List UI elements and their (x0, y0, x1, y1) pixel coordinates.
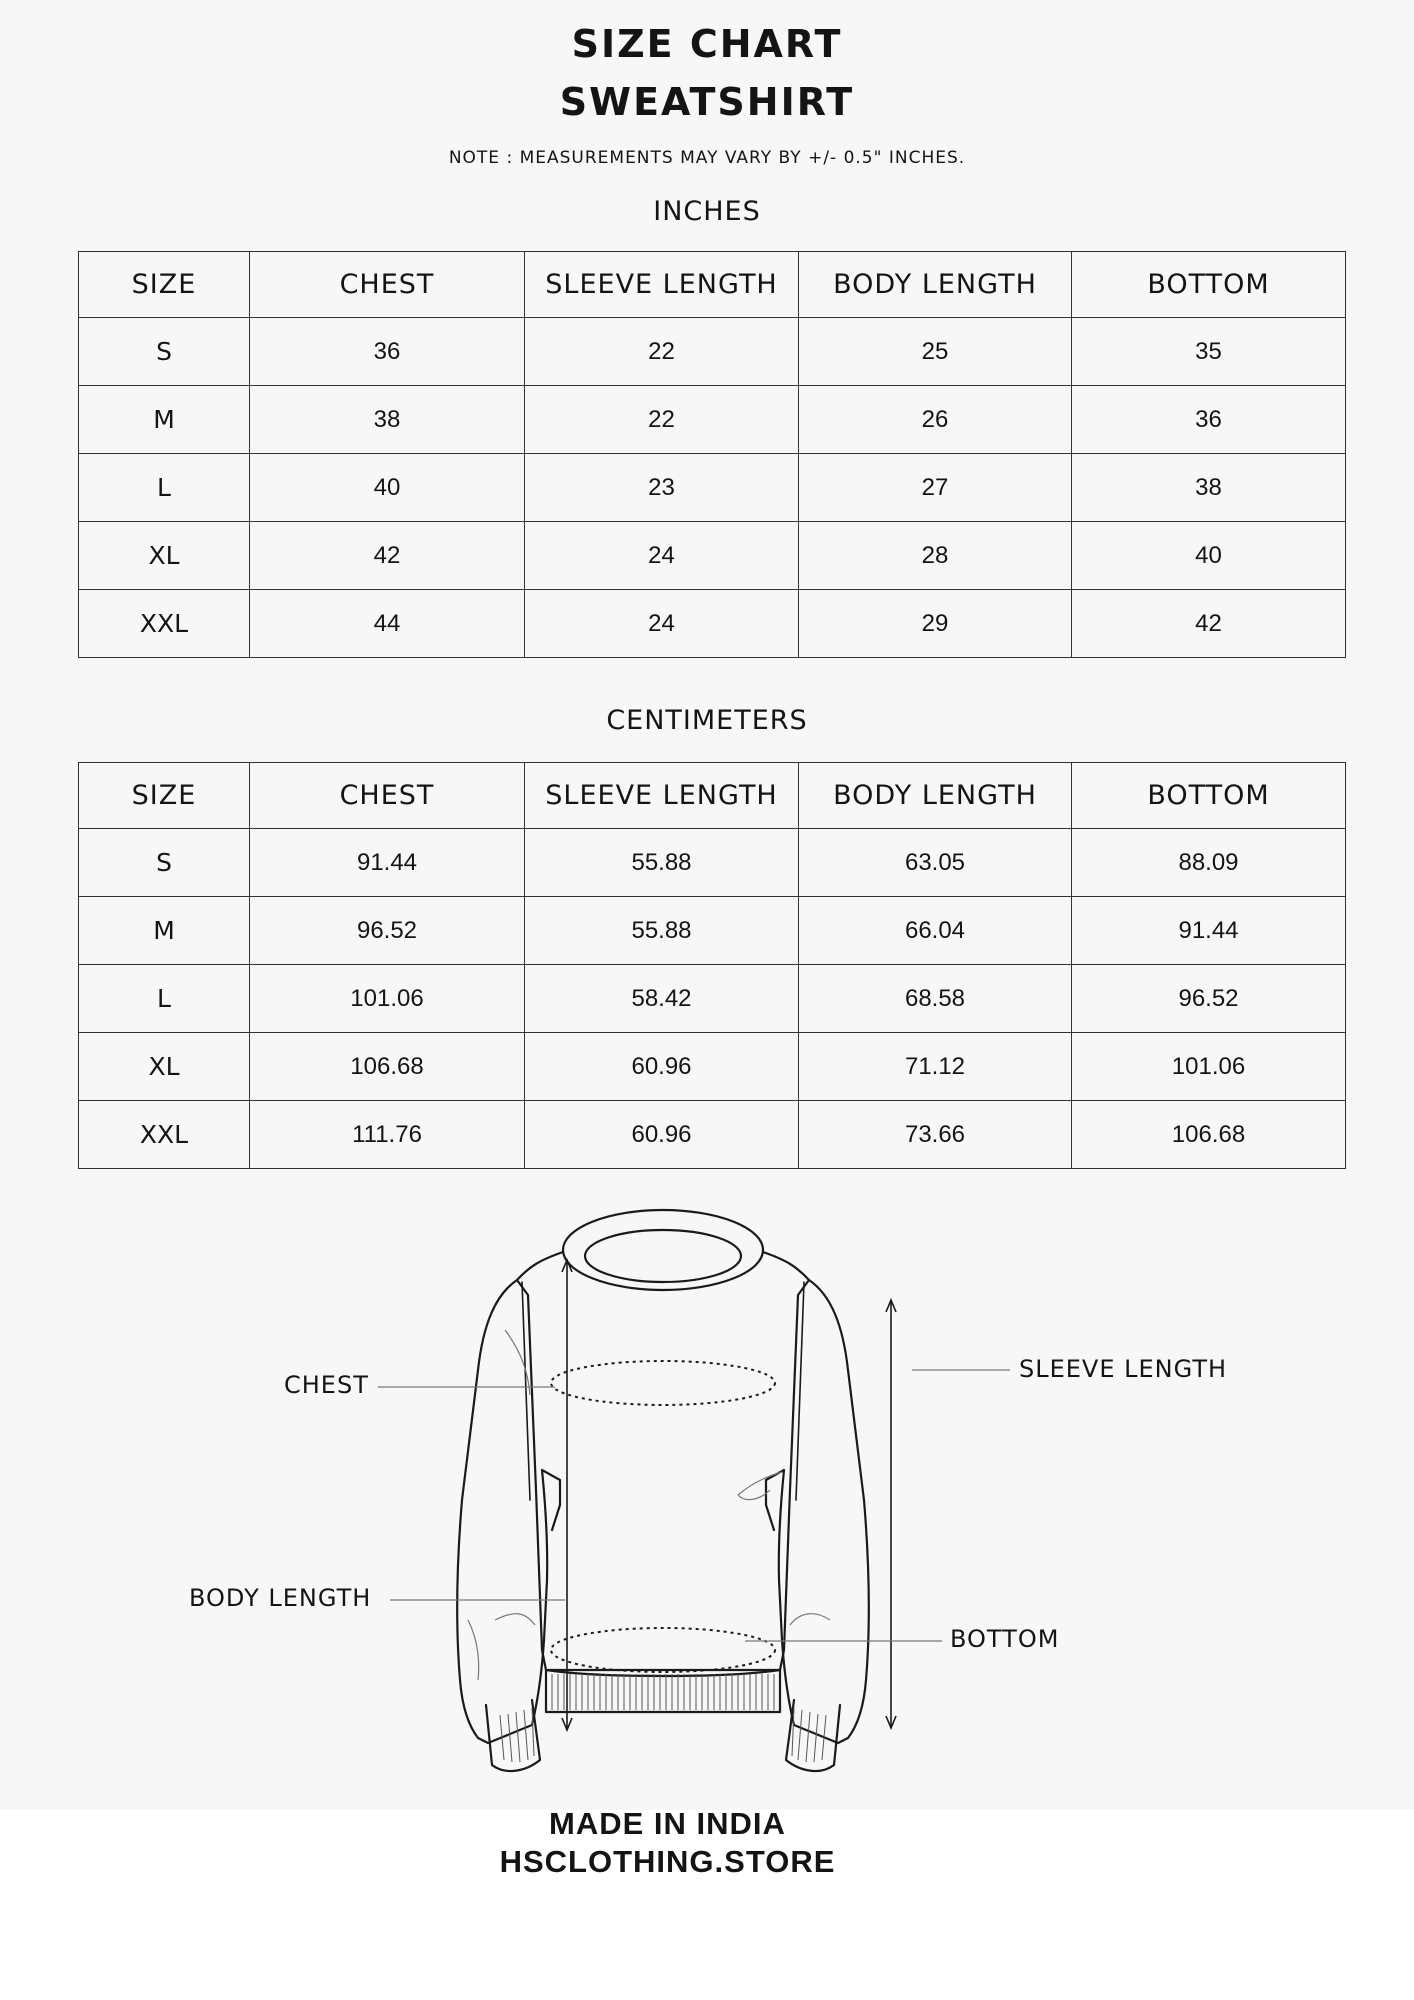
body-length-cell: 68.58 (799, 965, 1072, 1033)
page-subtitle: SWEATSHIRT (559, 80, 855, 124)
body-length-cell: 71.12 (799, 1033, 1072, 1101)
bottom-cell: 40 (1072, 522, 1346, 590)
bottom-cell: 38 (1072, 454, 1346, 522)
size-cell: S (79, 318, 250, 386)
sleeve-length-arrow (886, 1300, 896, 1728)
page-title: SIZE CHART (571, 22, 843, 66)
collar-inner (585, 1230, 741, 1282)
sleeve-length-cell: 55.88 (525, 897, 799, 965)
sleeve-length-cell: 24 (525, 590, 799, 658)
bottom-cell: 42 (1072, 590, 1346, 658)
bottom-cell: 101.06 (1072, 1033, 1346, 1101)
bottom-cell: 35 (1072, 318, 1346, 386)
size-cell: XXL (79, 1101, 250, 1169)
chest-cell: 106.68 (250, 1033, 525, 1101)
column-header-size: SIZE (79, 763, 250, 829)
made-in-text: MADE IN INDIA (549, 1806, 786, 1841)
chest-cell: 36 (250, 318, 525, 386)
centimeters-caption: CENTIMETERS (606, 705, 808, 736)
size-cell: XL (79, 1033, 250, 1101)
sweatshirt-outline-icon (0, 1200, 1414, 1800)
body-length-cell: 66.04 (799, 897, 1072, 965)
sleeve-length-cell: 23 (525, 454, 799, 522)
table-row (79, 590, 1346, 658)
sleeve-length-cell: 60.96 (525, 1101, 799, 1169)
sleeve-length-cell: 60.96 (525, 1033, 799, 1101)
sleeve-length-cell: 55.88 (525, 829, 799, 897)
column-header-chest: CHEST (250, 763, 525, 829)
rib-texture (500, 1674, 826, 1762)
body-length-cell: 28 (799, 522, 1072, 590)
armhole-line (522, 1282, 804, 1500)
table-row (79, 1101, 1346, 1169)
chest-cell: 38 (250, 386, 525, 454)
size-cell: XL (79, 522, 250, 590)
bottom-cell: 106.68 (1072, 1101, 1346, 1169)
chest-cell: 40 (250, 454, 525, 522)
body-length-cell: 27 (799, 454, 1072, 522)
chest-cell: 42 (250, 522, 525, 590)
table-row (79, 522, 1346, 590)
table-row (79, 454, 1346, 522)
bottom-label: BOTTOM (950, 1625, 1060, 1653)
size-cell: M (79, 386, 250, 454)
chest-cell: 44 (250, 590, 525, 658)
collar-outer (563, 1210, 763, 1290)
measurement-note: NOTE : MEASUREMENTS MAY VARY BY +/- 0.5" INCHES. (448, 148, 966, 168)
sleeve-length-cell: 24 (525, 522, 799, 590)
column-header-sleeve-length: SLEEVE LENGTH (525, 763, 799, 829)
column-header-sleeve-length: SLEEVE LENGTH (525, 252, 799, 318)
bottom-cell: 88.09 (1072, 829, 1346, 897)
centimeters-size-table (78, 762, 1346, 1169)
size-cell: L (79, 965, 250, 1033)
body-length-cell: 63.05 (799, 829, 1072, 897)
chest-cell: 101.06 (250, 965, 525, 1033)
column-header-body-length: BODY LENGTH (799, 252, 1072, 318)
size-cell: S (79, 829, 250, 897)
bottom-cell: 96.52 (1072, 965, 1346, 1033)
table-header-row (79, 252, 1346, 318)
chest-measure-ellipse (551, 1361, 775, 1405)
body-length-cell: 26 (799, 386, 1072, 454)
sleeve-length-cell: 22 (525, 386, 799, 454)
table-row (79, 386, 1346, 454)
sleeve-length-label: SLEEVE LENGTH (1019, 1355, 1228, 1383)
body-length-cell: 25 (799, 318, 1072, 386)
chest-label: CHEST (284, 1371, 369, 1399)
size-cell: M (79, 897, 250, 965)
table-row (79, 965, 1346, 1033)
bottom-measure-ellipse (551, 1628, 775, 1672)
table-row (79, 318, 1346, 386)
size-cell: XXL (79, 590, 250, 658)
sleeve-length-cell: 58.42 (525, 965, 799, 1033)
inches-size-table (78, 251, 1346, 658)
chest-cell: 91.44 (250, 829, 525, 897)
store-url-text: HSCLOTHING.STORE (499, 1844, 836, 1879)
table-row (79, 829, 1346, 897)
column-header-bottom: BOTTOM (1072, 252, 1346, 318)
body-length-label: BODY LENGTH (189, 1584, 372, 1612)
column-header-chest: CHEST (250, 252, 525, 318)
size-cell: L (79, 454, 250, 522)
column-header-size: SIZE (79, 252, 250, 318)
sleeve-length-cell: 22 (525, 318, 799, 386)
inches-caption: INCHES (653, 196, 761, 227)
chest-cell: 96.52 (250, 897, 525, 965)
measurement-diagram (0, 1200, 1414, 1800)
column-header-bottom: BOTTOM (1072, 763, 1346, 829)
bottom-cell: 91.44 (1072, 897, 1346, 965)
column-header-body-length: BODY LENGTH (799, 763, 1072, 829)
bottom-cell: 36 (1072, 386, 1346, 454)
chest-cell: 111.76 (250, 1101, 525, 1169)
table-row (79, 897, 1346, 965)
body-length-cell: 73.66 (799, 1101, 1072, 1169)
table-row (79, 1033, 1346, 1101)
table-header-row (79, 763, 1346, 829)
body-length-cell: 29 (799, 590, 1072, 658)
